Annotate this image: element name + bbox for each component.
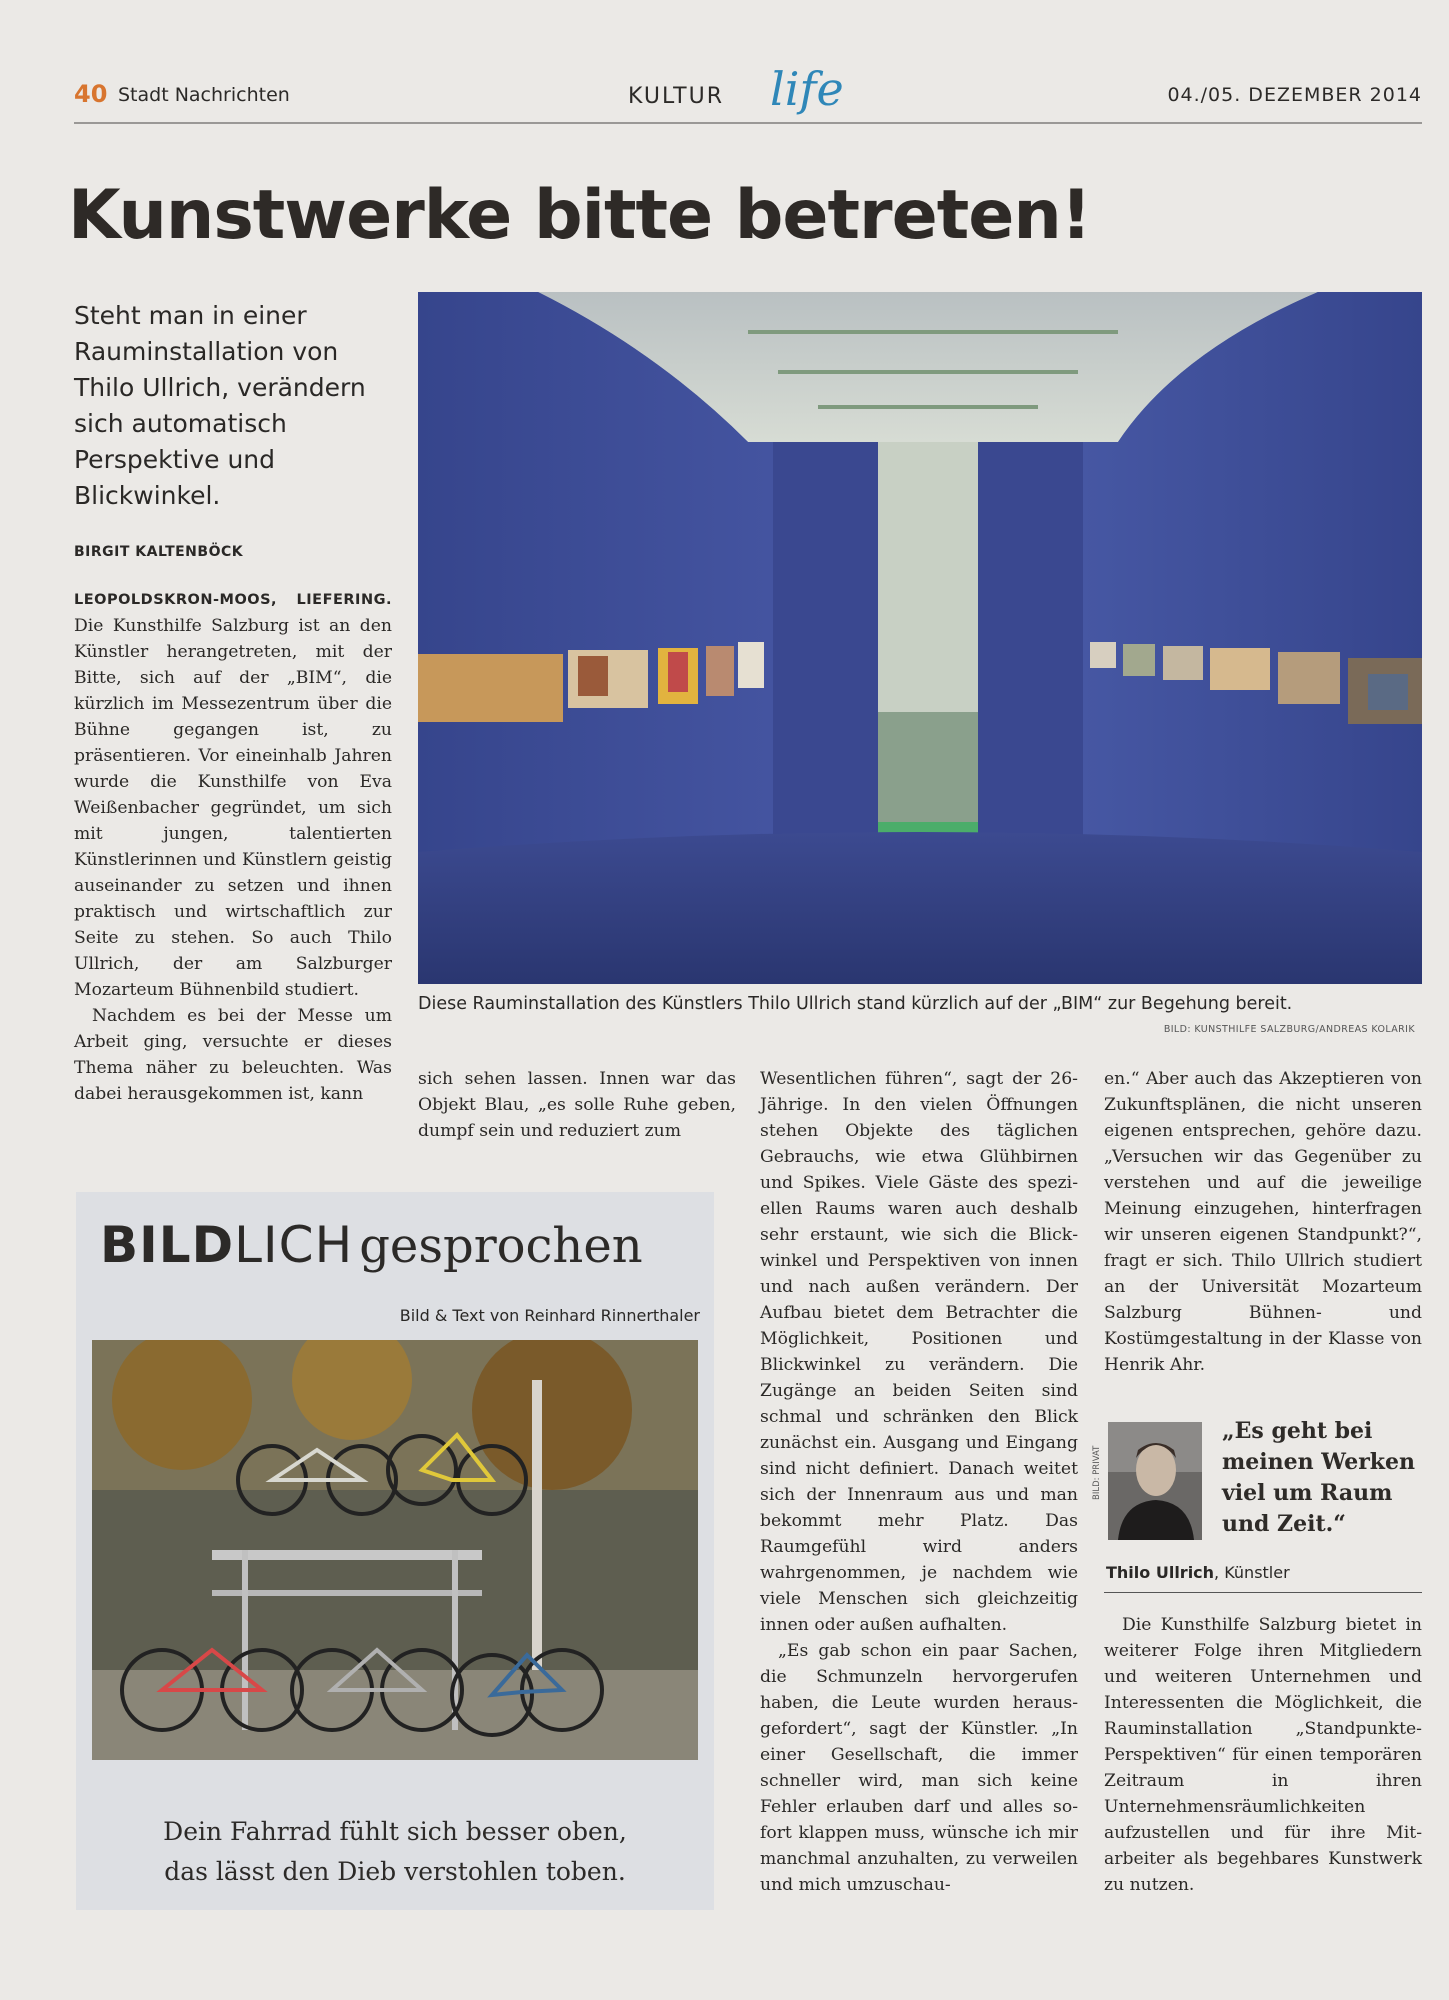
pull-quote: „Es geht bei meinen Werken viel um Raum und Zeit.“ (1222, 1418, 1416, 1537)
article-column-3 (760, 1066, 1078, 1898)
page-header (74, 62, 1422, 128)
teaser: Steht man in einer Rauminstallation von Thilo Ullrich, verändern sich automatisch Perspektive und Blickwinkel. (74, 301, 366, 510)
dateline: LEOPOLDSKRON-MOOS, LIEFERING. (74, 592, 392, 608)
bildlich-title-light: LICH (234, 1216, 354, 1274)
kultur-label: KULTUR (628, 84, 724, 109)
article-column-4 (1104, 1066, 1422, 1378)
poem-line-2: das lässt den Dieb verstohlen toben. (164, 1857, 626, 1886)
bildlich-title-script: gesprochen (359, 1218, 643, 1274)
paragraph-text: Die Kunsthilfe Salzburg ist an den Künstler herangetreten, mit der Bitte, sich auf der „BIM“, die kürzlich im Messezentrum über die Bühne gegangen ist, zu präsentieren. Vor eineinhalb Jahren wurde die Kunsthilfe von Eva Weißenbacher gegründet, um sich mit jungen, talentierten Künstlerinnen und Künstlern geistig auseinander zu setzen und ihnen praktisch und wirtschaftlich zur Seite zu stehen. So auch Thilo Ullrich, der am Salzburger Mozarteum Bühnenbild studiert. (74, 616, 392, 1000)
header-divider (74, 122, 1422, 124)
headline: Kunstwerke bitte betreten! (68, 176, 1091, 255)
bildlich-box (76, 1192, 714, 1910)
lead-paragraph (74, 586, 392, 1003)
photo-credit: BILD: KUNSTHILFE SALZBURG/ANDREAS KOLARIK (1163, 1024, 1415, 1035)
quote-attribution (1106, 1563, 1290, 1582)
portrait-illustration (1108, 1422, 1202, 1540)
life-logo: life (770, 62, 844, 116)
artist-portrait (1108, 1422, 1202, 1540)
paragraph: Wesentlichen führen“, sagt der 26-Jährige. In den vielen Öffnungen stehen Objekte des täglichen Gebrauchs, wie etwa Glühbirnen und Spikes. Viele Gäste des speziellen Raums waren auch deshalb sehr erstaunt, wie sich die Blickwinkel und Perspektiven von innen und nach außen verändern. Der Aufbau bietet dem Betrachter die Möglichkeit, Positionen und Blickwinkel zu verändern. Die Zugänge an beiden Seiten sind schmal und schränken den Blick zunächst ein. Ausgang und Eingang sind nicht definiert. Danach weitet sich der Innenraum aus und man bekommt mehr Platz. Das Raumgefühl wird anders wahrgenommen, je nachdem wie viele Menschen sich gleichzeitig innen oder außen aufhalten. (760, 1069, 1078, 1635)
article-column-4-end (1104, 1612, 1422, 1898)
portrait-credit: BILD: PRIVAT (1092, 1445, 1102, 1500)
section-name: Stadt Nachrichten (118, 84, 290, 106)
author-byline: BIRGIT KALTENBÖCK (74, 544, 244, 560)
paragraph: sich sehen lassen. Innen war das Objekt Blau, „es solle Ruhe geben, dumpf sein und reduziert zum (418, 1069, 736, 1141)
photo-caption: Diese Rauminstallation des Künstlers Thilo Ullrich stand kürzlich auf der „BIM“ zur Begehung bereit. (418, 994, 1293, 1014)
article-column-2 (418, 1066, 736, 1144)
page-number: 40 (74, 80, 108, 108)
paragraph: „Es gab schon ein paar Sachen, die Schmunzeln hervorgerufen haben, die Leute wurden herausgefordert“, sagt der Künstler. „In einer Gesellschaft, die immer schneller wird, man sich keine Fehler erlauben darf und alles sofort klappen muss, wünsche ich mir manchmal anzuhalten, zu verweilen und mich umzuschau- (760, 1641, 1078, 1895)
installation-photo (418, 292, 1422, 984)
bildlich-title (100, 1216, 643, 1274)
bildlich-title-bold: BILD (100, 1216, 235, 1274)
bildlich-byline: Bild & Text von Reinhard Rinnerthaler (399, 1306, 700, 1325)
bicycle-rack-photo (92, 1340, 698, 1760)
bicycle-illustration (92, 1340, 698, 1760)
paragraph: Nachdem es bei der Messe um Arbeit ging, versuchte er dieses Thema näher zu beleuchten. Was dabei herausgekommen ist, kann (74, 1006, 392, 1104)
bildlich-poem (76, 1812, 714, 1892)
quote-name: Thilo Ullrich (1106, 1563, 1215, 1582)
installation-illustration (418, 292, 1422, 984)
paragraph: en.“ Aber auch das Akzeptieren von Zukunftsplänen, die nicht unseren eigenen entsprechen, gehöre dazu. „Versuchen wir das Gegenüber zu verstehen und auf die jeweilige Meinung einzugehen, hinterfragen wir unseren eigenen Standpunkt?“, fragt er sich. Thilo Ullrich studiert an der Universität Mozarteum Salzburg Bühnen- und Kostümgestaltung in der Klasse von Henrik Ahr. (1104, 1069, 1422, 1375)
quote-divider (1104, 1592, 1422, 1593)
quote-role: , Künstler (1214, 1563, 1290, 1582)
article-column-1 (74, 586, 392, 1107)
issue-date: 04./05. DEZEMBER 2014 (1167, 84, 1422, 106)
paragraph: Die Kunsthilfe Salzburg bietet in weiterer Folge ihren Mitgliedern und weiteren Unternehmen und Interessenten die Möglichkeit, die Rauminstallation „Standpunkte-Perspektiven“ für einen temporären Zeitraum in ihren Unternehmensräumlichkeiten aufzustellen und für ihre Mitarbeiter als begehbares Kunstwerk zu nutzen. (1104, 1615, 1422, 1895)
poem-line-1: Dein Fahrrad fühlt sich besser oben, (163, 1817, 627, 1846)
